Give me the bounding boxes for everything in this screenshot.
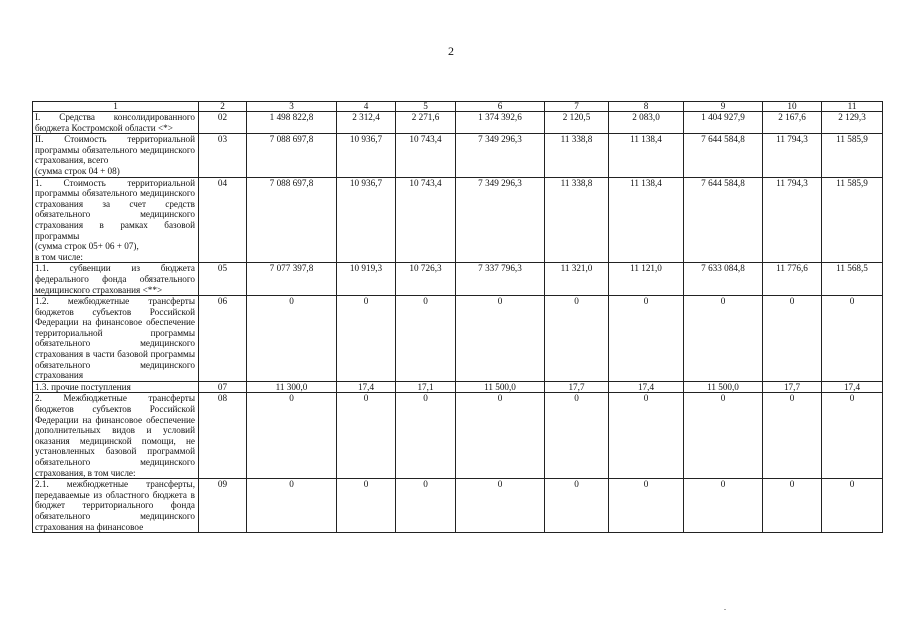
value-cell: 11 321,0 (545, 263, 609, 296)
value-cell: 0 (609, 393, 684, 479)
value-cell: 0 (609, 296, 684, 382)
header-cell: 4 (337, 102, 396, 112)
value-cell: 17,1 (396, 381, 456, 393)
header-cell: 9 (684, 102, 763, 112)
value-cell: 0 (822, 296, 883, 382)
value-cell: 7 633 084,8 (684, 263, 763, 296)
value-cell: 0 (247, 296, 337, 382)
row-code-cell: 07 (199, 381, 247, 393)
value-cell: 17,7 (763, 381, 822, 393)
value-cell: 1 498 822,8 (247, 112, 337, 134)
value-cell: 0 (396, 393, 456, 479)
value-cell: 2 271,6 (396, 112, 456, 134)
header-cell: 3 (247, 102, 337, 112)
row-name-line: 2. Межбюджетные трансферты бюджетов субъектов Российской Федерации на финансовое обеспечение дополнительных видов и условий оказания медицинской помощи, не установленных базовой программой обязательного медицинского страхования, в том числе: (35, 393, 195, 478)
row-name-line: II. Стоимость территориальной программы обязательного медицинского страхования, всего (35, 134, 195, 166)
header-cell: 8 (609, 102, 684, 112)
value-cell: 11 776,6 (763, 263, 822, 296)
value-cell: 0 (247, 393, 337, 479)
row-name-line: (сумма строк 04 + 08) (35, 165, 120, 176)
table-row (33, 393, 883, 479)
table-row (33, 112, 883, 134)
table-row (33, 177, 883, 263)
value-cell: 11 568,5 (822, 263, 883, 296)
value-cell: 0 (684, 393, 763, 479)
value-cell: 0 (763, 479, 822, 533)
value-cell: 0 (763, 393, 822, 479)
value-cell: 17,4 (822, 381, 883, 393)
value-cell: 11 585,9 (822, 177, 883, 263)
value-cell: 17,4 (337, 381, 396, 393)
value-cell: 0 (396, 296, 456, 382)
table-row (33, 134, 883, 177)
value-cell: 7 337 796,3 (456, 263, 545, 296)
table-header-row (33, 102, 883, 112)
row-code-cell: 02 (199, 112, 247, 134)
header-cell: 5 (396, 102, 456, 112)
row-name-line: в том числе: (35, 251, 83, 262)
row-name-cell (33, 112, 199, 134)
value-cell: 0 (763, 296, 822, 382)
row-name-line: 2.1. межбюджетные трансферты, передаваемые из областного бюджета в бюджет территориального фонда обязательного медицинского страхования на финансовое (35, 479, 195, 532)
header-cell: 6 (456, 102, 545, 112)
value-cell: 11 500,0 (684, 381, 763, 393)
row-code-cell: 09 (199, 479, 247, 533)
value-cell: 10 726,3 (396, 263, 456, 296)
value-cell: 11 138,4 (609, 177, 684, 263)
value-cell: 0 (545, 393, 609, 479)
value-cell: 7 644 584,8 (684, 134, 763, 177)
row-name-cell (33, 393, 199, 479)
value-cell: 7 088 697,8 (247, 177, 337, 263)
value-cell: 11 138,4 (609, 134, 684, 177)
table-row (33, 479, 883, 533)
value-cell: 11 338,8 (545, 177, 609, 263)
row-name-cell (33, 381, 199, 393)
row-name-line: 1.2. межбюджетные трансферты бюджетов субъектов Российской Федерации на финансовое обеспечение территориальной программы обязательного медицинского страхования в части базовой программы обязательного медицинского страхования (35, 296, 195, 381)
value-cell: 0 (684, 296, 763, 382)
page-number: 2 (448, 44, 454, 58)
row-name-line: (сумма строк 05+ 06 + 07), (35, 241, 139, 252)
value-cell: 10 936,7 (337, 177, 396, 263)
row-name-cell (33, 134, 199, 177)
row-name-line: 1.1. субвенции из бюджета федерального фонда обязательного медицинского страхования <**> (35, 263, 195, 295)
value-cell: 0 (456, 393, 545, 479)
row-code-cell: 04 (199, 177, 247, 263)
row-name-cell (33, 479, 199, 533)
value-cell: 0 (609, 479, 684, 533)
value-cell: 0 (247, 479, 337, 533)
value-cell: 11 585,9 (822, 134, 883, 177)
value-cell: 7 088 697,8 (247, 134, 337, 177)
value-cell: 0 (456, 479, 545, 533)
value-cell: 17,4 (609, 381, 684, 393)
value-cell: 0 (545, 479, 609, 533)
value-cell: 0 (684, 479, 763, 533)
value-cell: 1 404 927,9 (684, 112, 763, 134)
value-cell: 0 (396, 479, 456, 533)
stray-mark: . (724, 603, 726, 612)
header-cell: 7 (545, 102, 609, 112)
row-name-line: 1.3. прочие поступления (35, 381, 131, 392)
value-cell: 0 (456, 296, 545, 382)
table-row (33, 263, 883, 296)
financing-table (32, 101, 883, 533)
value-cell: 10 919,3 (337, 263, 396, 296)
value-cell: 11 500,0 (456, 381, 545, 393)
value-cell: 11 794,3 (763, 134, 822, 177)
row-code-cell: 06 (199, 296, 247, 382)
value-cell: 2 083,0 (609, 112, 684, 134)
value-cell: 2 312,4 (337, 112, 396, 134)
value-cell: 0 (822, 479, 883, 533)
value-cell: 0 (337, 393, 396, 479)
row-name-line: 1. Стоимость территориальной программы обязательного медицинского страхования за счет средств обязательного медицинского страхования в рамках базовой программы (35, 177, 195, 241)
table-row (33, 296, 883, 382)
value-cell: 11 794,3 (763, 177, 822, 263)
row-name-line: I. Средства консолидированного бюджета Костромской области <*> (35, 112, 195, 133)
value-cell: 11 338,8 (545, 134, 609, 177)
value-cell: 11 121,0 (609, 263, 684, 296)
header-cell: 1 (33, 102, 199, 112)
row-code-cell: 03 (199, 134, 247, 177)
value-cell: 7 077 397,8 (247, 263, 337, 296)
value-cell: 0 (822, 393, 883, 479)
value-cell: 17,7 (545, 381, 609, 393)
value-cell: 7 349 296,3 (456, 134, 545, 177)
value-cell: 2 167,6 (763, 112, 822, 134)
value-cell: 0 (545, 296, 609, 382)
row-name-cell (33, 177, 199, 263)
value-cell: 1 374 392,6 (456, 112, 545, 134)
value-cell: 7 349 296,3 (456, 177, 545, 263)
value-cell: 10 743,4 (396, 134, 456, 177)
header-cell: 11 (822, 102, 883, 112)
value-cell: 0 (337, 479, 396, 533)
value-cell: 11 300,0 (247, 381, 337, 393)
value-cell: 2 120,5 (545, 112, 609, 134)
value-cell: 10 936,7 (337, 134, 396, 177)
header-cell: 10 (763, 102, 822, 112)
header-cell: 2 (199, 102, 247, 112)
row-code-cell: 05 (199, 263, 247, 296)
row-code-cell: 08 (199, 393, 247, 479)
row-name-cell (33, 263, 199, 296)
value-cell: 7 644 584,8 (684, 177, 763, 263)
value-cell: 0 (337, 296, 396, 382)
row-name-cell (33, 296, 199, 382)
value-cell: 10 743,4 (396, 177, 456, 263)
table-row (33, 381, 883, 393)
value-cell: 2 129,3 (822, 112, 883, 134)
table-body (33, 102, 883, 533)
